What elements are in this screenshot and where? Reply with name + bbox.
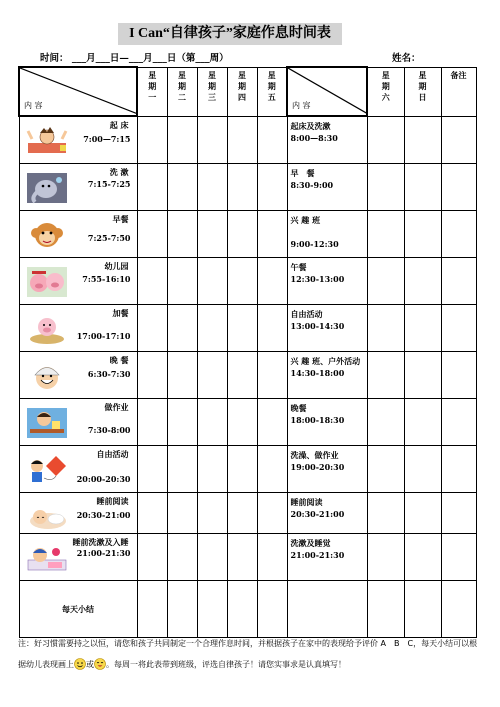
weekend-activity-name: 午餐 (290, 262, 307, 272)
weekend-activity-cell (287, 446, 367, 493)
rating-cell[interactable] (257, 305, 287, 352)
smiley-face-icon (74, 658, 86, 670)
rating-cell[interactable] (137, 305, 167, 352)
rating-cell[interactable] (227, 164, 257, 211)
rating-cell[interactable] (197, 116, 227, 164)
rating-cell[interactable] (367, 493, 404, 534)
weekend-activity-time: 8:30-9:00 (290, 180, 334, 190)
rating-cell[interactable] (404, 116, 441, 164)
rating-cell[interactable] (257, 211, 287, 258)
rating-cell[interactable] (404, 164, 441, 211)
rating-cell[interactable] (404, 305, 441, 352)
remark-cell[interactable] (441, 164, 476, 211)
table-row (19, 446, 476, 493)
rating-cell[interactable] (227, 116, 257, 164)
summary-cell[interactable] (257, 581, 287, 638)
table-row (19, 493, 476, 534)
footnote-text-end: 。每周一将此表带到班级，评选自律孩子！请您实事求是认真填写！ (106, 660, 346, 669)
rating-cell[interactable] (404, 211, 441, 258)
kid-kite-icon (26, 454, 68, 486)
weekend-activity-name: 兴 趣 班 (290, 215, 321, 225)
rating-cell[interactable] (227, 352, 257, 399)
rating-cell[interactable] (167, 305, 197, 352)
activity-time: 21:00-21:30 (76, 548, 131, 558)
weekend-activity-name: 睡前阅读 (290, 497, 323, 507)
remark-cell[interactable] (441, 446, 476, 493)
activity-cell (19, 493, 137, 534)
rating-cell[interactable] (404, 399, 441, 446)
activity-name: 加餐 (112, 308, 129, 318)
weekend-activity-time: 12:30-13:00 (290, 274, 345, 284)
weekend-activity-time: 14:30-18:00 (290, 368, 345, 378)
weekend-activity-name: 兴 趣 班、户外活动 (290, 356, 361, 366)
rating-cell[interactable] (227, 305, 257, 352)
activity-time: 17:00-17:10 (76, 331, 131, 341)
activity-time: 7:30-8:00 (87, 425, 131, 435)
rating-cell[interactable] (257, 258, 287, 305)
rating-cell[interactable] (227, 493, 257, 534)
rating-cell[interactable] (137, 211, 167, 258)
summary-cell[interactable] (167, 581, 197, 638)
activity-name: 晚 餐 (109, 355, 129, 365)
table-row (19, 211, 476, 258)
weekend-activity-name: 自由活动 (290, 309, 323, 319)
weekend-activity-time: 13:00-14:30 (290, 321, 345, 331)
name-label: 姓名： (392, 53, 421, 64)
page-title: I Can“自律孩子”家庭作息时间表 (118, 23, 342, 45)
remark-cell[interactable] (441, 493, 476, 534)
rating-cell[interactable] (257, 399, 287, 446)
weekday-header-3: 星 期 三 (197, 67, 227, 116)
rating-cell[interactable] (227, 446, 257, 493)
rating-cell[interactable] (167, 446, 197, 493)
content-header-left (19, 67, 137, 116)
remark-cell[interactable] (441, 211, 476, 258)
rating-cell[interactable] (197, 446, 227, 493)
weekend-activity-cell (287, 164, 367, 211)
rating-cell[interactable] (227, 211, 257, 258)
activity-cell (19, 534, 137, 581)
footnote (18, 633, 480, 675)
rating-cell[interactable] (367, 211, 404, 258)
rating-cell[interactable] (167, 211, 197, 258)
weekend-activity-time: 9:00-12:30 (290, 239, 339, 249)
activity-cell (19, 164, 137, 211)
rating-cell[interactable] (167, 399, 197, 446)
rating-cell[interactable] (227, 258, 257, 305)
weekend-activity-name: 晚餐 (290, 403, 307, 413)
weekday-header-2: 星 期 二 (167, 67, 197, 116)
rating-cell[interactable] (367, 305, 404, 352)
activity-time: 7:25-7:50 (87, 233, 131, 243)
monkey-eating-icon (26, 219, 68, 251)
table-row (19, 116, 476, 164)
summary-cell[interactable] (441, 581, 476, 638)
summary-cell[interactable] (404, 581, 441, 638)
baby-sleeping-icon (26, 501, 68, 533)
kid-bed-icon (26, 542, 68, 574)
rating-cell[interactable] (404, 534, 441, 581)
weekend-activity-name: 洗澡、做作业 (290, 450, 339, 460)
weekend-activity-name: 洗漱及睡觉 (290, 538, 331, 548)
activity-cell (19, 446, 137, 493)
content-header-label: 内 容 (292, 101, 311, 110)
rating-cell[interactable] (197, 211, 227, 258)
table-row (19, 305, 476, 352)
footnote-or: 或 (86, 660, 94, 669)
activity-cell (19, 116, 137, 164)
remark-cell[interactable] (441, 534, 476, 581)
weekend-activity-time: 8:00—8:30 (290, 133, 338, 143)
rating-cell[interactable] (404, 446, 441, 493)
rating-cell[interactable] (197, 399, 227, 446)
rating-cell[interactable] (257, 493, 287, 534)
rating-cell[interactable] (137, 258, 167, 305)
rating-cell[interactable] (257, 164, 287, 211)
activity-cell (19, 211, 137, 258)
elephant-washing-icon (26, 172, 68, 204)
activity-cell (19, 399, 137, 446)
pig-cake-icon (26, 313, 68, 345)
weekend-activity-time: 21:00-21:30 (290, 550, 345, 560)
date-range[interactable]: ___月___日—___月___日（第___周） (71, 53, 229, 64)
rating-cell[interactable] (137, 164, 167, 211)
rating-cell[interactable] (167, 164, 197, 211)
remark-cell[interactable] (441, 352, 476, 399)
rating-cell[interactable] (257, 116, 287, 164)
remark-cell[interactable] (441, 305, 476, 352)
boy-waking-icon (26, 125, 68, 157)
weekend-activity-cell (287, 305, 367, 352)
activity-cell (19, 352, 137, 399)
weekend-activity-cell (287, 258, 367, 305)
boy-cap-icon (26, 360, 68, 392)
activity-time: 7:55-16:10 (82, 274, 131, 284)
rating-cell[interactable] (167, 493, 197, 534)
weekend-activity-time: 18:00-18:30 (290, 415, 345, 425)
summary-cell[interactable] (227, 581, 257, 638)
table-row (19, 399, 476, 446)
table-row (19, 164, 476, 211)
rating-cell[interactable] (257, 352, 287, 399)
summary-cell[interactable] (137, 581, 167, 638)
remark-cell[interactable] (441, 399, 476, 446)
summary-cell[interactable] (197, 581, 227, 638)
rating-cell[interactable] (137, 493, 167, 534)
weekend-activity-time: 19:00-20:30 (290, 462, 345, 472)
rating-cell[interactable] (257, 534, 287, 581)
remark-cell[interactable] (441, 116, 476, 164)
pig-friends-icon (26, 266, 68, 298)
table-row (19, 258, 476, 305)
rating-cell[interactable] (367, 352, 404, 399)
activity-name: 幼儿园 (104, 261, 129, 271)
table-row (19, 352, 476, 399)
table-row (19, 534, 476, 581)
activity-name: 起 床 (109, 120, 129, 130)
footnote-text: 注：好习惯需要持之以恒，请您和孩子共同制定一个合理作息时间，并根据孩子在家中的表现给予评价 A B C，每天小结可以根据幼儿表现画上 (18, 639, 478, 669)
activity-name: 自由活动 (96, 449, 129, 459)
activity-time: 7:15-7:25 (87, 179, 131, 189)
rating-cell[interactable] (367, 164, 404, 211)
rating-cell[interactable] (227, 534, 257, 581)
rating-cell[interactable] (137, 534, 167, 581)
weekend-activity-name: 起床及洗漱 (290, 121, 331, 131)
remark-header: 备注 (441, 67, 476, 116)
activity-name: 洗 漱 (109, 167, 129, 177)
rating-cell[interactable] (404, 258, 441, 305)
rating-cell[interactable] (227, 399, 257, 446)
rating-cell[interactable] (197, 493, 227, 534)
rating-cell[interactable] (137, 352, 167, 399)
rating-cell[interactable] (167, 116, 197, 164)
name-line (392, 50, 421, 64)
weekend-header-1: 星 期 六 (367, 67, 404, 116)
boy-desk-icon (26, 407, 68, 439)
activity-cell (19, 258, 137, 305)
rating-cell[interactable] (197, 258, 227, 305)
rating-cell[interactable] (167, 258, 197, 305)
weekday-header-1: 星 期 一 (137, 67, 167, 116)
content-header-right (287, 67, 367, 116)
weekend-activity-name: 早 餐 (290, 168, 315, 178)
rating-cell[interactable] (167, 534, 197, 581)
happy-face-icon (94, 658, 106, 670)
activity-time: 20:30-21:00 (76, 510, 131, 520)
rating-cell[interactable] (197, 164, 227, 211)
rating-cell[interactable] (367, 446, 404, 493)
rating-cell[interactable] (367, 534, 404, 581)
weekend-activity-cell (287, 399, 367, 446)
rating-cell[interactable] (137, 399, 167, 446)
activity-name: 睡前阅读 (96, 496, 129, 506)
activity-time: 6:30-7:30 (87, 369, 131, 379)
summary-cell[interactable] (367, 581, 404, 638)
weekend-activity-cell (287, 493, 367, 534)
rating-cell[interactable] (404, 493, 441, 534)
activity-name: 早餐 (112, 214, 129, 224)
time-label: 时间： (40, 53, 69, 64)
weekend-header-2: 星 期 日 (404, 67, 441, 116)
weekend-activity-cell (287, 211, 367, 258)
activity-name: 做作业 (104, 402, 129, 412)
content-header-label: 内 容 (24, 101, 43, 110)
rating-cell[interactable] (167, 352, 197, 399)
rating-cell[interactable] (197, 534, 227, 581)
summary-row (19, 581, 476, 638)
rating-cell[interactable] (257, 446, 287, 493)
rating-cell[interactable] (197, 352, 227, 399)
activity-cell (19, 305, 137, 352)
weekend-activity-cell (287, 116, 367, 164)
rating-cell[interactable] (367, 258, 404, 305)
rating-cell[interactable] (197, 305, 227, 352)
weekday-header-5: 星 期 五 (257, 67, 287, 116)
weekend-activity-cell (287, 352, 367, 399)
summary-label: 每天小结 (19, 581, 137, 638)
activity-time: 20:00-20:30 (76, 474, 131, 484)
schedule-table (18, 66, 477, 638)
summary-cell[interactable] (287, 581, 367, 638)
weekend-activity-cell (287, 534, 367, 581)
weekend-activity-time: 20:30-21:00 (290, 509, 345, 519)
remark-cell[interactable] (441, 258, 476, 305)
rating-cell[interactable] (137, 446, 167, 493)
date-line (40, 50, 229, 64)
activity-name: 睡前洗漱及入睡 (72, 537, 129, 547)
weekday-header-4: 星 期 四 (227, 67, 257, 116)
rating-cell[interactable] (137, 116, 167, 164)
rating-cell[interactable] (404, 352, 441, 399)
activity-time: 7:00—7:15 (83, 134, 131, 144)
rating-cell[interactable] (367, 399, 404, 446)
rating-cell[interactable] (367, 116, 404, 164)
